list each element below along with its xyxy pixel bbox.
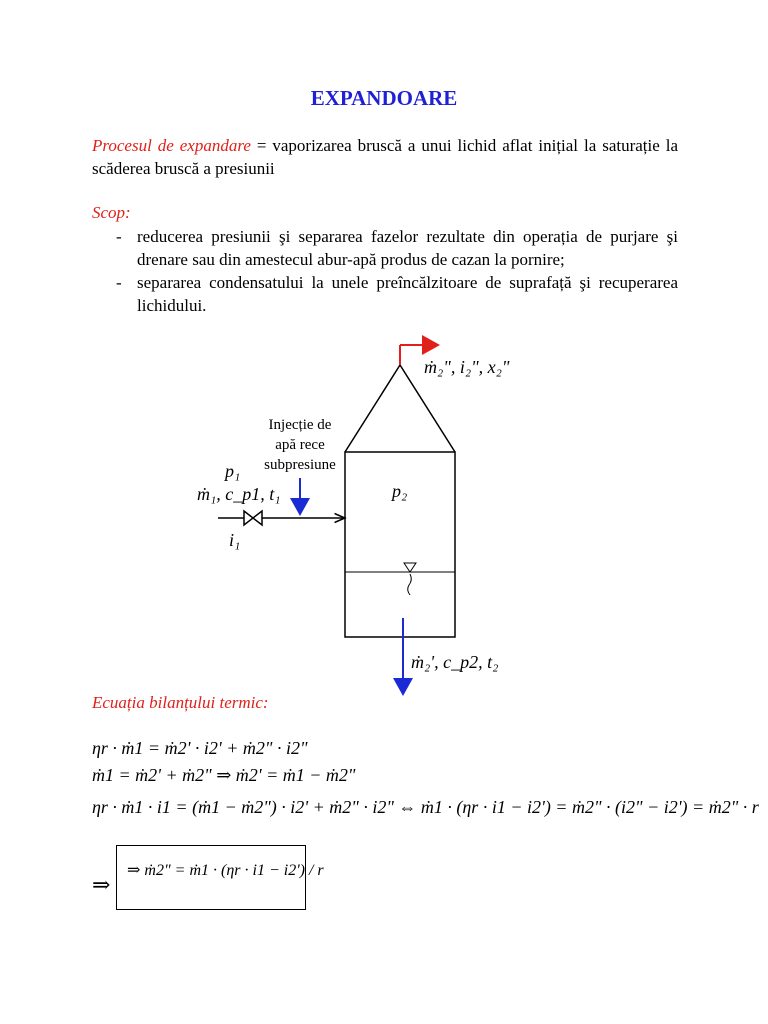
equation-2: ṁ1 = ṁ2' + ṁ2" ⇒ ṁ2' = ṁ1 − ṁ2"	[92, 765, 356, 785]
page-title: EXPANDOARE	[310, 86, 458, 110]
valve-icon	[244, 511, 262, 525]
scop-item: - separarea condensatului la unele preîncălzitoare de suprafață şi recuperarea lichidului.	[92, 271, 678, 317]
equation-3: ηr · ṁ1 · i1 = (ṁ1 − ṁ2") · i2' + ṁ2" · i2" ⇔ ṁ1 · (ηr · i1 − i2') = ṁ2" · (i2" − i2') = ṁ2" · r	[92, 797, 759, 817]
inlet-pipe	[218, 511, 345, 525]
intro-term: Procesul de expandare	[92, 136, 251, 155]
vapor-outlet-label	[424, 357, 509, 378]
liquid-outlet-label: ṁ₂', c_p2, t₂	[411, 652, 499, 672]
vessel-body	[345, 452, 455, 637]
injection-label-line: Injecție de	[268, 417, 332, 433]
level-indicator-icon	[404, 563, 416, 595]
p1-label: p₁	[225, 461, 241, 481]
vessel-cone	[345, 365, 455, 452]
injection-label-line: subpresiune	[264, 457, 336, 473]
injection-label-line: apă rece	[275, 437, 325, 453]
injection-label	[250, 415, 350, 475]
p2-label: p₂	[392, 481, 408, 501]
i1-label: i₁	[229, 530, 241, 550]
result-formula: ⇒ ṁ2" = ṁ1 · (ηr · i1 − i2') / r	[127, 862, 324, 879]
intro-definition: = vaporizarea bruscă a unui lichid aflat inițial la saturație la scăderea bruscă a presiunii	[92, 136, 678, 178]
result-box	[116, 845, 324, 910]
scop-item: - reducerea presiunii şi separarea fazelor rezultate din operația de purjare şi drenare sau din amestecul abur-apă produs de cazan la pornire;	[92, 225, 678, 271]
ecuatia-label: Ecuația bilanțului termic:	[92, 693, 269, 712]
inlet-label: ṁ₁, c_p1, t₁	[197, 484, 281, 504]
equation-1: ηr · ṁ1 = ṁ2' · i2' + ṁ2" · i2"	[92, 738, 308, 758]
implies-icon: ⇒	[92, 872, 111, 897]
scop-label: Scop:	[92, 203, 131, 222]
vapor-outlet-text: ṁ₂", i₂", x₂"	[424, 357, 510, 377]
